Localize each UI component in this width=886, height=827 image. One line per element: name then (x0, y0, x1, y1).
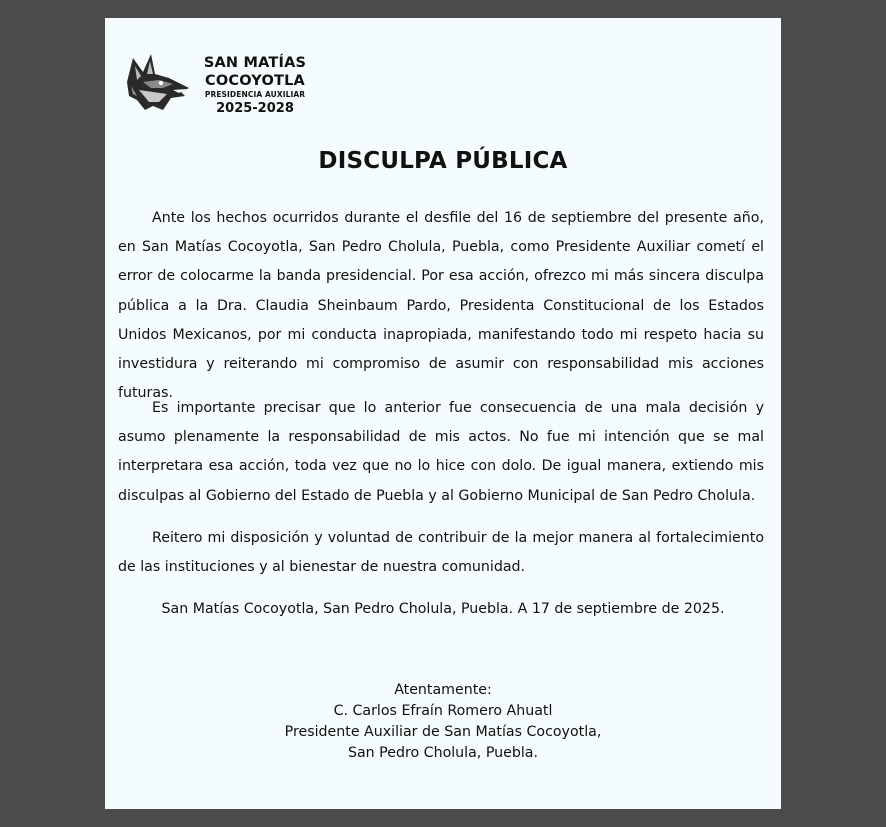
page-title: DISCULPA PÚBLICA (318, 148, 568, 174)
logo-name-line1: SAN MATÍAS (203, 55, 307, 71)
signature-name: C. Carlos Efraín Romero Ahuatl (333, 703, 553, 719)
signature-closing: Atentamente: (394, 682, 492, 698)
paragraph-3: Reitero mi disposición y voluntad de contribuir de la mejor manera al fortalecimiento de las instituciones y al bienestar de nuestra comunidad. (118, 530, 764, 576)
dateline: San Matías Cocoyotla, San Pedro Cholula, Puebla. A 17 de septiembre de 2025. (161, 601, 725, 617)
logo-name-line2: COCOYOTLA (205, 73, 305, 89)
paragraph-1: Ante los hechos ocurridos durante el desfile del 16 de septiembre del presente año, en San Matías Cocoyotla, San Pedro Cholula, Puebla, como Presidente Auxiliar cometí el error de colocarme la banda presidencial. Por esa acción, ofrezco mi más sincera disculpa pública a la Dra. Claudia Sheinbaum Pardo, Presidenta Constitucional de los Estados Unidos Mexicanos, por mi conducta inapropiada, manifestando todo mi respeto hacia su investidura y reiterando mi compromiso de asumir con responsabilidad mis acciones futuras. (118, 210, 764, 402)
logo-period: 2025-2028 (216, 101, 294, 116)
logo-text (197, 54, 313, 117)
document-page (105, 18, 781, 809)
signature-location: San Pedro Cholula, Puebla. (347, 745, 539, 761)
coyote-head-icon (123, 52, 193, 112)
signature-block (105, 680, 781, 764)
paragraph-2: Es importante precisar que lo anterior fue consecuencia de una mala decisión y asumo plenamente la responsabilidad de mis actos. No fue mi intención que se mal interpretara esa acción, toda vez que no lo hice con dolo. De igual manera, extiendo mis disculpas al Gobierno del Estado de Puebla y al Gobierno Municipal de San Pedro Cholula. (118, 400, 764, 504)
logo-subtitle: PRESIDENCIA AUXILIAR (204, 90, 306, 99)
logo (123, 48, 323, 128)
signature-position: Presidente Auxiliar de San Matías Cocoyotla, (284, 724, 602, 740)
